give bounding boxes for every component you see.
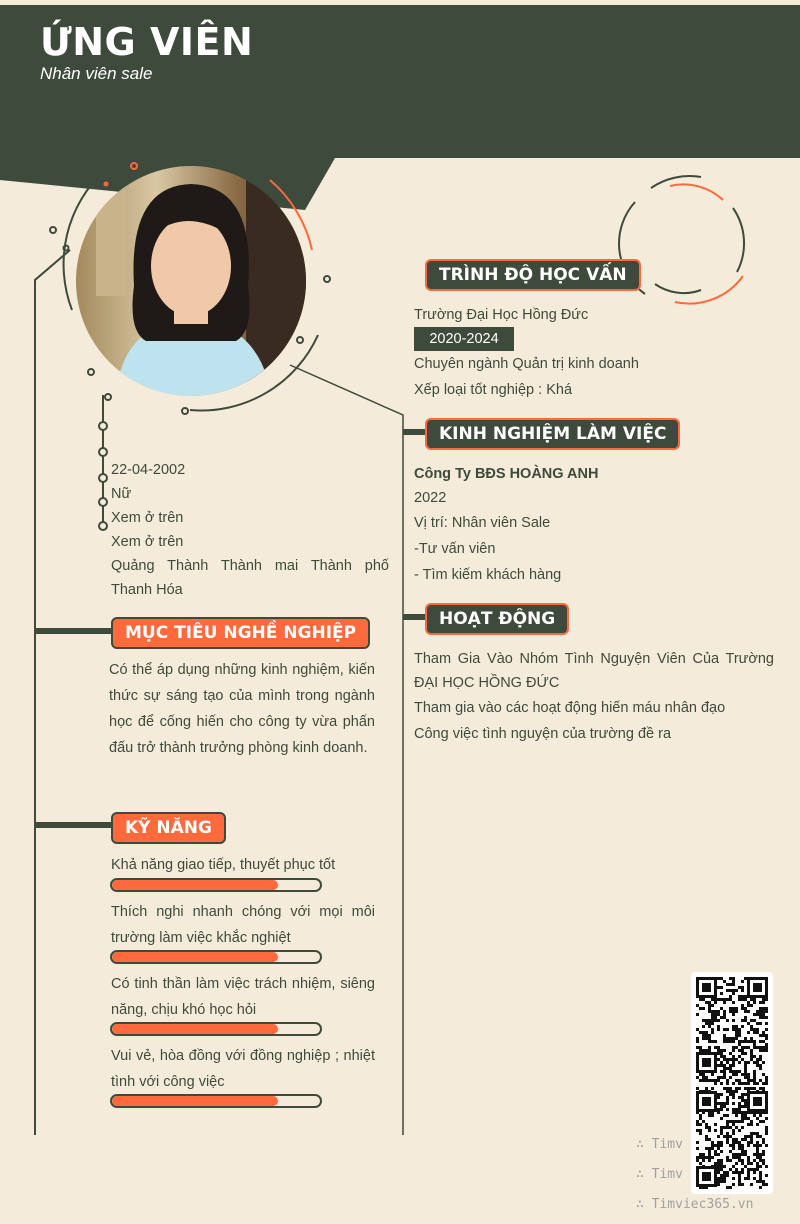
qr-code (691, 972, 773, 1194)
watermark-text: ∴ Timv (636, 1167, 683, 1182)
experience-heading: KINH NGHIỆM LÀM VIỆC (425, 418, 680, 450)
skill-bar (110, 878, 322, 892)
skills-connector (35, 822, 115, 828)
watermark-text: ∴ Timviec365.vn (636, 1197, 754, 1212)
decorative-circle (615, 172, 755, 312)
skill-label: Thích nghi nhanh chóng với mọi môi trường làm việc khắc nghiệt (111, 904, 375, 946)
education-grade: Xếp loại tốt nghiệp : Khá (414, 382, 573, 398)
skill-bar-fill (112, 1024, 278, 1034)
activity-item: Tham gia vào các hoạt động hiến máu nhân đạo (414, 700, 726, 716)
skill-bar (110, 1022, 322, 1036)
gender: Nữ (111, 486, 132, 502)
skills-heading: KỸ NĂNG (111, 812, 226, 844)
experience-company: Công Ty BĐS HOÀNG ANH (414, 466, 599, 482)
skill-label: Khả năng giao tiếp, thuyết phục tốt (111, 857, 336, 873)
experience-duty: -Tư vấn viên (414, 541, 496, 557)
experience-duty: - Tìm kiếm khách hàng (414, 567, 562, 583)
qr-code-pattern (691, 972, 773, 1194)
experience-year: 2022 (414, 490, 447, 506)
watermark-text: ∴ Timv (636, 1137, 683, 1152)
birthday: 22-04-2002 (111, 462, 186, 478)
address: Quảng Thành Thành mai Thành phố Thanh Hóa (111, 558, 389, 598)
personal-info (111, 458, 391, 602)
education-heading: TRÌNH ĐỘ HỌC VẤN (425, 259, 641, 291)
education-school: Trường Đại Học Hồng Đức (414, 307, 589, 323)
skill-bar-fill (112, 880, 278, 890)
activities-heading: HOẠT ĐỘNG (425, 603, 569, 635)
skill-bar (110, 950, 322, 964)
candidate-role: Nhân viên sale (40, 64, 153, 83)
skill-bar-fill (112, 1096, 278, 1106)
avatar (76, 166, 306, 396)
objective-connector (35, 628, 115, 634)
objective-heading: MỤC TIÊU NGHỀ NGHIỆP (111, 617, 370, 649)
candidate-name: ỨNG VIÊN (40, 20, 254, 64)
skill-label: Có tinh thần làm việc trách nhiệm, siêng năng, chịu khó học hỏi (111, 976, 375, 1018)
email: Xem ở trên (111, 534, 184, 550)
skill-bar-fill (112, 952, 278, 962)
education-major: Chuyên ngành Quản trị kinh doanh (414, 356, 639, 372)
education-years: 2020-2024 (414, 327, 514, 351)
activity-item: Tham Gia Vào Nhóm Tình Nguyện Viên Của Trường ĐẠI HỌC HỒNG ĐỨC (414, 651, 774, 691)
skill-label: Vui vẻ, hòa đồng với đồng nghiệp ; nhiệt tình với công việc (111, 1048, 375, 1090)
skill-bar (110, 1094, 322, 1108)
experience-position: Vị trí: Nhân viên Sale (414, 515, 551, 531)
activity-item: Công việc tình nguyện của trường đề ra (414, 726, 672, 742)
phone: Xem ở trên (111, 510, 184, 526)
objective-text: Có thể áp dụng những kinh nghiệm, kiến thức sự sáng tạo của mình trong ngành học để cống hiến cho công ty vừa phấn đấu trở thành trưởng phòng kinh doanh. (109, 662, 375, 756)
